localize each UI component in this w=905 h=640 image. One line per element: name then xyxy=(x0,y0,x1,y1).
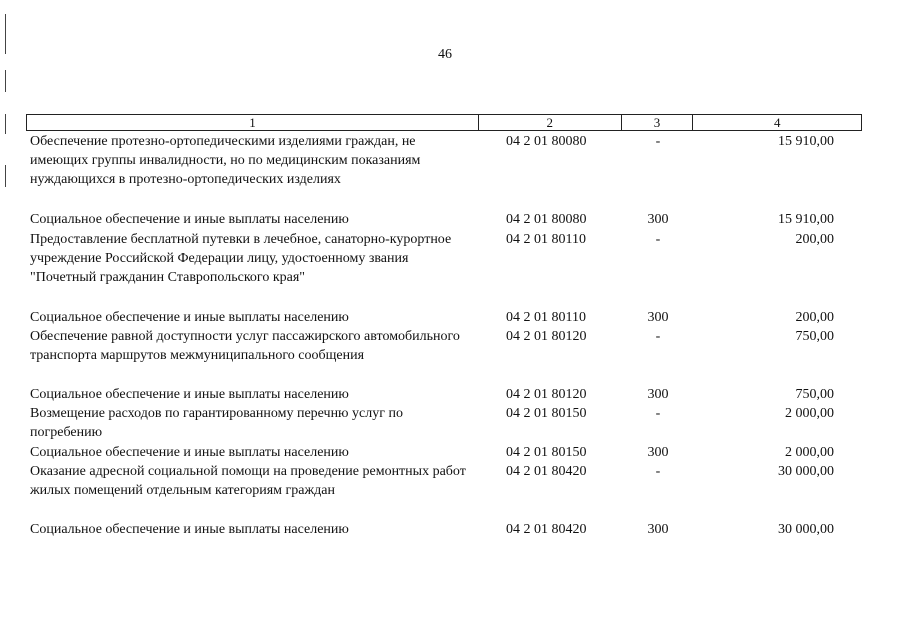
row-text: Обеспечение равной доступности услуг пассажирского автомобильного транспорта маршрутов межмуниципального сообщения xyxy=(30,329,460,363)
row-code: 04 2 01 80080 xyxy=(506,134,587,149)
row-amount: 15 910,00 xyxy=(778,212,834,227)
row-vr: - xyxy=(655,464,661,479)
header-col-4: 4 xyxy=(692,115,861,130)
row-vr: - xyxy=(655,134,661,149)
header-col-2: 2 xyxy=(478,115,621,130)
margin-mark xyxy=(5,70,6,92)
header-col-3: 3 xyxy=(621,115,693,130)
row-code: 04 2 01 80420 xyxy=(506,522,587,537)
row-amount: 30 000,00 xyxy=(778,522,834,537)
row-vr: 300 xyxy=(647,445,669,460)
row-vr: - xyxy=(655,329,661,344)
row-text: Социальное обеспечение и иные выплаты населению xyxy=(30,212,349,227)
row-code: 04 2 01 80110 xyxy=(506,310,586,325)
row-code: 04 2 01 80150 xyxy=(506,406,587,421)
row-text: Оказание адресной социальной помощи на проведение ремонтных работ жилых помещений отдельным категориям граждан xyxy=(30,464,466,498)
row-vr: 300 xyxy=(647,387,669,402)
row-text: Социальное обеспечение и иные выплаты населению xyxy=(30,387,349,402)
row-code: 04 2 01 80150 xyxy=(506,445,587,460)
row-vr: 300 xyxy=(647,310,669,325)
row-text: Социальное обеспечение и иные выплаты населению xyxy=(30,310,349,325)
row-text: Социальное обеспечение и иные выплаты населению xyxy=(30,445,349,460)
header-col-1: 1 xyxy=(249,115,256,130)
row-amount: 15 910,00 xyxy=(778,134,834,149)
table-header xyxy=(26,114,862,131)
row-vr: - xyxy=(655,406,661,421)
page-number: 46 xyxy=(438,47,452,62)
row-text: Возмещение расходов по гарантированному перечню услуг по погребению xyxy=(30,406,403,440)
budget-table xyxy=(26,114,862,537)
row-vr: 300 xyxy=(647,212,669,227)
row-code: 04 2 01 80120 xyxy=(506,329,587,344)
row-code: 04 2 01 80120 xyxy=(506,387,587,402)
row-amount: 2 000,00 xyxy=(785,406,834,421)
row-text: Социальное обеспечение и иные выплаты населению xyxy=(30,522,349,537)
margin-mark xyxy=(5,165,6,187)
row-amount: 200,00 xyxy=(795,232,834,247)
row-vr: - xyxy=(655,232,661,247)
row-amount: 750,00 xyxy=(795,387,834,402)
row-code: 04 2 01 80420 xyxy=(506,464,587,479)
row-amount: 200,00 xyxy=(795,310,834,325)
margin-mark xyxy=(5,114,6,134)
row-text: Обеспечение протезно-ортопедическими изделиями граждан, не имеющих группы инвалидности, но по медицинским показаниям нуждающихся в протезно-ортопедических изделиях xyxy=(30,134,421,187)
row-amount: 2 000,00 xyxy=(785,445,834,460)
row-amount: 30 000,00 xyxy=(778,464,834,479)
row-amount: 750,00 xyxy=(795,329,834,344)
row-code: 04 2 01 80110 xyxy=(506,232,586,247)
row-code: 04 2 01 80080 xyxy=(506,212,587,227)
row-text: Предоставление бесплатной путевки в лечебное, санаторно-курортное учреждение Российской Федерации лицу, удостоенному звания "Почетный гражданин Ставропольского края" xyxy=(30,232,452,285)
row-vr: 300 xyxy=(647,522,669,537)
